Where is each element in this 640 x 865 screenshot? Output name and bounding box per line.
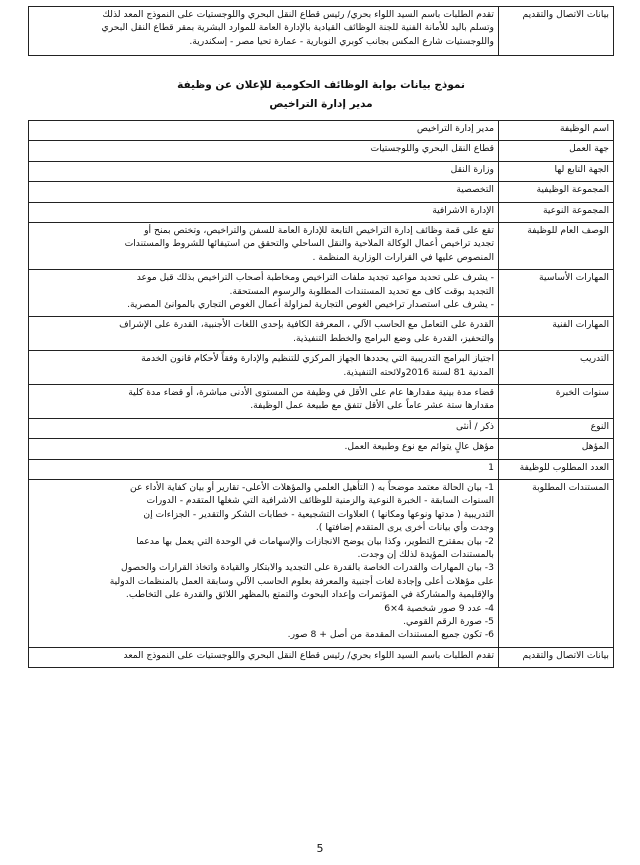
contact-table-top [28,6,614,56]
row-label: بيانات الاتصال والتقديم [499,7,614,56]
table-row [29,439,614,459]
row-label: العدد المطلوب للوظيفة [499,459,614,479]
row-value [29,141,499,161]
row-label: الوصف العام للوظيفة [499,222,614,269]
form-subtitle: مدير إدارة التراخيص [269,98,373,110]
table-row [29,647,614,667]
text-line: الإدارة الاشرافية [432,204,494,216]
row-value [29,202,499,222]
row-label: سنوات الخبرة [499,384,614,418]
row-value [29,182,499,202]
row-value [29,439,499,459]
table-row [29,182,614,202]
text-line: تقع على قمة وظائف إدارة التراخيص التابعة للإدارة العامة للسفن والتراخيص، وتختص بمنح أو [144,224,494,236]
row-label: المجموعة الوظيفية [499,182,614,202]
table-row [29,7,614,56]
text-line: تجديد تراخيص أعمال الوكالة الملاحية والنقل الساحلي والتحقق من استيفائها للشروط والمستندات [124,238,494,250]
row-value [29,459,499,479]
text-line: قضاء مدة بينية مقدارها عام على الأقل في وظيفة من المستوى الأدنى مباشرة، أو قضاء مدة كلية [128,386,494,398]
row-label: جهة العمل [499,141,614,161]
text-line: وتسلم باليد للأمانة الفنية للجنة الوظائف القيادية بالإدارة العامة للموارد البشرية بمقر قطاع النقل البحري [101,22,494,34]
text-line: والتحفيز، القدرة على وضع البرامج والخطط التنفيذية. [293,332,494,344]
row-value [29,418,499,438]
row-label: المؤهل [499,439,614,459]
row-label: اسم الوظيفة [499,121,614,141]
text-line: التخصصية [456,184,494,196]
text-line: وزارة النقل [450,163,494,175]
table-row [29,459,614,479]
row-value [29,479,499,647]
table-row [29,317,614,351]
row-value [29,222,499,269]
text-line: ذكر / أنثى [455,420,494,432]
text-line: التجديد بوقت كاف مع تحديد المستندات المطلوبة والرسوم المستحقة. [229,285,494,297]
text-line: السنوات السابقة - الخبرة النوعية والزمنية للوظائف الاشرافية التي شغلها المتقدم - الدورات [146,495,494,507]
table-row [29,418,614,438]
text-line: واللوجستيات شارع المكس بجانب كوبري النوبارية - عمارة تحيا مصر - إسكندرية. [189,35,494,47]
table-row [29,270,614,317]
text-line: 5- صورة الرقم القومي. [403,615,494,627]
text-line: قطاع النقل البحري واللوجستيات [370,143,494,155]
row-label: الجهة التابع لها [499,161,614,181]
text-line: المدنية 81 لسنة 2016ولائحته التنفيذية. [343,366,494,378]
table-row [29,351,614,385]
page-number: 5 [316,842,324,855]
job-details-table [28,120,614,668]
text-line: المنصوص عليها في القرارات الوزارية المنظمة . [312,251,494,263]
row-value [29,647,499,667]
text-line: - يشرف على تحديد مواعيد تجديد ملفات التراخيص ومخاطبة أصحاب التراخيص بذلك قبل موعد [136,272,494,284]
text-line: مؤهل عالٍ يتوائم مع نوع وطبيعة العمل. [344,441,494,453]
table-row [29,141,614,161]
row-label: التدريب [499,351,614,385]
text-line: 1- بيان الحالة معتمد موضحاً به ( التأهيل العلمي والمؤهلات الأعلى- تقارير أو بيان كفاية الأداء عن [130,481,494,493]
row-value [29,317,499,351]
row-value [29,351,499,385]
row-label: المجموعة النوعية [499,202,614,222]
text-line: - يشرف على استصدار تراخيص الغوص التجارية لمزاولة أعمال الغوص التجاري بالموانئ المصرية. [127,298,494,310]
table-row [29,161,614,181]
text-line: 4- عدد 9 صور شخصية 4×6 [384,602,494,614]
text-line: التدريبية ( مدتها ونوعها ومكانها ) العلاوات التشجيعية - خطابات الشكر والتقدير - الجزاءات إن [143,508,494,520]
text-line: القدرة على التعامل مع الحاسب الآلي ، المعرفة الكافية بإحدى اللغات الأجنبية، القدرة على الإشراف [119,319,494,331]
text-line: 1 [488,461,494,473]
row-value [29,384,499,418]
text-line: بالمستندات المؤيدة لذلك إن وجدت. [357,548,494,560]
text-line: تقدم الطلبات باسم السيد اللواء بحري/ رئيس قطاع النقل البحري واللوجستيات على النموذج المعد لذلك [102,9,494,20]
text-line: 2- بيان بمقترح التطوير، وكذا بيان يوضح الانجازات والإسهامات في الوحدة التي يعمل بها مدعما [136,535,494,547]
text-line: تقدم الطلبات باسم السيد اللواء بحري/ رئيس قطاع النقل البحري واللوجستيات على النموذج المعد [123,649,494,661]
text-line: اجتياز البرامج التدريبية التي يحددها الجهاز المركزي للتنظيم والإدارة وفقاً لأحكام قانون الخدمة [141,353,494,365]
text-line: 6- تكون جميع المستندات المقدمة من أصل + 8 صور. [287,629,494,641]
table-row [29,384,614,418]
text-line: مقدارها ستة عشر عاماً على الأقل تتفق مع طبيعة عمل الوظيفة. [250,400,494,412]
row-value [29,121,499,141]
row-value [29,161,499,181]
row-label: بيانات الاتصال والتقديم [499,647,614,667]
text-line: على مؤهلات أعلى وإجادة لغات أجنبية والمعرفة بعلوم الحاسب الآلي وسابقة العمل بالمنظمات الدولية [109,575,494,587]
text-line: مدير إدارة التراخيص [416,123,494,134]
table-row [29,479,614,647]
row-label: المستندات المطلوبة [499,479,614,647]
table-row [29,121,614,141]
text-line: وجدت وأي بيانات أخرى يرى المتقدم إضافتها ). [315,522,494,534]
row-value [29,270,499,317]
text-line: والإقليمية والمشاركة في المؤتمرات وإعداد البحوث والتمتع بالمظهر اللائق والقدرة على التخاطب. [125,589,494,601]
text-line: 3- بيان المهارات والقدرات الخاصة بالقدرة على التجديد والابتكار والقيادة واتخاذ القرارات والحصول [121,562,494,574]
row-value [29,7,499,56]
table-row [29,202,614,222]
row-label: المهارات الأساسية [499,270,614,317]
table-row [29,222,614,269]
row-label: المهارات الفنية [499,317,614,351]
form-title: نموذج بيانات بوابة الوظائف الحكومية للإعلان عن وظيفة [177,79,465,91]
row-label: النوع [499,418,614,438]
